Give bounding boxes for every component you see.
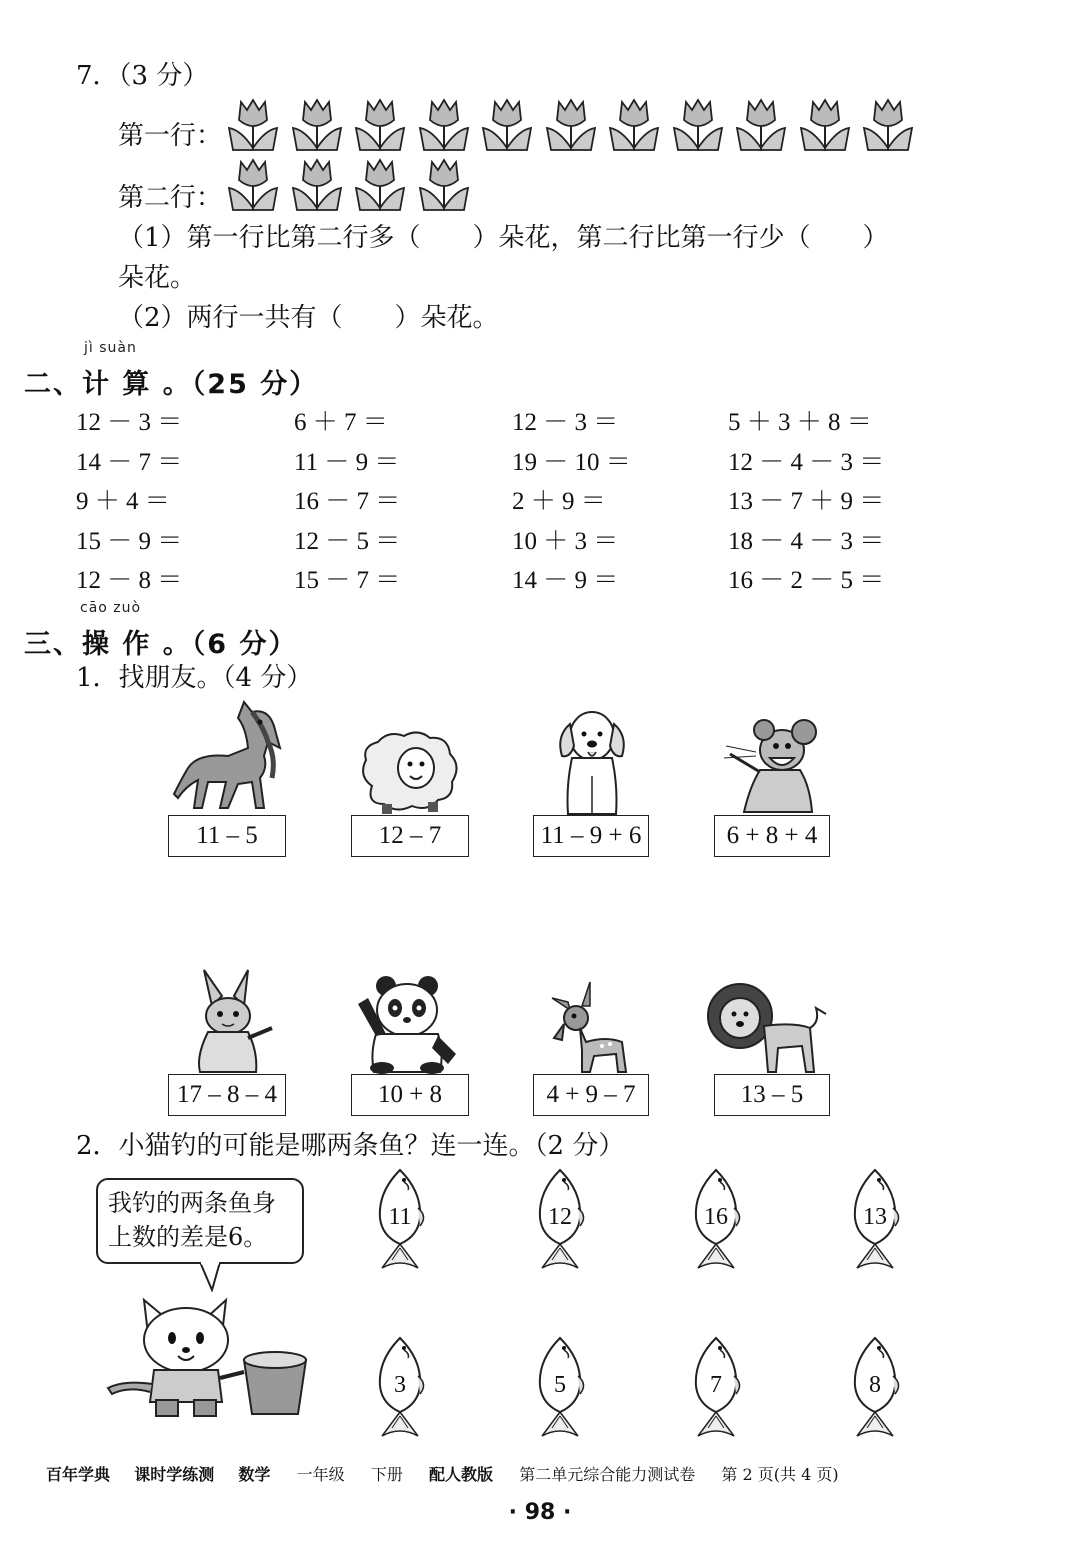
equation-item: 15 － 9 ＝ [76, 527, 183, 555]
expr-box-lion[interactable]: 13 – 5 [714, 1074, 830, 1116]
equation-item: 11 － 9 ＝ [294, 448, 400, 476]
speech-bubble [96, 1178, 304, 1264]
tulip-icon [354, 98, 406, 152]
tulip-icon [291, 98, 343, 152]
deer-icon [546, 980, 636, 1074]
q2-title: 2．小猫钓的可能是哪两条鱼？连一连。（2 分） [76, 1131, 625, 1161]
tulip-icon [481, 98, 533, 152]
equation-item: 12 － 3 ＝ [512, 409, 619, 436]
row2-label: 第二行： [118, 183, 223, 213]
fish-number: 3 [394, 1372, 406, 1398]
fish-item[interactable] [530, 1168, 590, 1272]
equation-item: 15 － 7 ＝ [294, 567, 401, 594]
tulip-icon [799, 98, 851, 152]
bubble-line-1: 我钓的两条鱼身 [108, 1189, 276, 1217]
tulip-icon [291, 158, 343, 212]
expr-box-sheep[interactable]: 12 – 7 [351, 815, 469, 857]
q7-part2: （2）两行一共有（ ）朵花。 [118, 303, 499, 333]
tulip-icon [227, 98, 279, 152]
equation-item: 6 ＋ 7 ＝ [294, 409, 388, 436]
fish-number: 5 [554, 1372, 566, 1398]
equation-item: 13 － 7 ＋ 9 ＝ [728, 488, 885, 515]
dog-icon [552, 706, 632, 816]
tulip-icon [862, 98, 914, 152]
rabbit-icon [186, 966, 276, 1074]
footer-series: 课时学练测 [134, 1465, 215, 1484]
fish-item[interactable] [686, 1336, 746, 1440]
equation-item: 9 ＋ 4 ＝ [76, 488, 170, 515]
equation-item: 12 － 5 ＝ [294, 527, 401, 555]
expr-box-dog[interactable]: 11 – 9 + 6 [533, 815, 649, 857]
question-7-title: 7．（3 分） [76, 61, 209, 91]
expr-box-rabbit[interactable]: 17 – 8 – 4 [168, 1074, 286, 1116]
footer-edition: 配人教版 [429, 1465, 494, 1484]
page-number: · 98 · [508, 1500, 572, 1525]
row1-label: 第一行： [118, 121, 223, 151]
expr-box-deer[interactable]: 4 + 9 – 7 [533, 1074, 649, 1116]
equation-item: 12 － 3 ＝ [76, 409, 183, 436]
panda-icon [352, 974, 462, 1074]
mouse-icon [720, 716, 830, 816]
fish-number: 8 [869, 1372, 881, 1398]
fish-item[interactable] [370, 1168, 430, 1272]
tulip-icon [672, 98, 724, 152]
footer-grade: 一年级 [296, 1465, 345, 1484]
tulip-icon [227, 158, 279, 212]
tulip-icon [608, 98, 660, 152]
fish-item[interactable] [845, 1336, 905, 1440]
sheep-icon [352, 726, 464, 816]
fish-item[interactable] [845, 1168, 905, 1272]
footer-brand: 百年学典 [46, 1465, 111, 1484]
tulip-icon [735, 98, 787, 152]
footer-page-info: 第 2 页(共 4 页) [721, 1465, 839, 1484]
fish-item[interactable] [370, 1336, 430, 1440]
equation-item: 16 － 7 ＝ [294, 488, 401, 515]
fish-number: 13 [863, 1204, 887, 1230]
q7-part1-line1: （1）第一行比第二行多（ ）朵花，第二行比第一行少（ ） [118, 223, 889, 253]
fish-number: 16 [704, 1204, 728, 1230]
fish-number: 7 [710, 1372, 722, 1398]
equation-item: 12 － 8 ＝ [76, 567, 183, 594]
equation-item: 10 ＋ 3 ＝ [512, 527, 619, 555]
equation-item: 18 － 4 － 3 ＝ [728, 527, 885, 555]
expr-box-mouse[interactable]: 6 + 8 + 4 [714, 815, 830, 857]
fish-item[interactable] [686, 1168, 746, 1272]
equation-item: 19 － 10 ＝ [512, 448, 631, 476]
section3-title: 三、操 作 。（6 分） [24, 629, 298, 660]
q7-part1-line2: 朵花。 [118, 263, 197, 293]
equation-item: 16 － 2 － 5 ＝ [728, 567, 885, 594]
bubble-tail [198, 1262, 228, 1292]
section2-pinyin: jì suàn [84, 340, 137, 356]
q1-title: 1．找朋友。（4 分） [76, 663, 313, 693]
footer-volume: 下册 [370, 1465, 403, 1484]
tulip-icon [418, 98, 470, 152]
fish-item[interactable] [530, 1336, 590, 1440]
footer-test: 第二单元综合能力测试卷 [519, 1465, 696, 1484]
footer-subject: 数学 [238, 1465, 271, 1484]
expr-box-horse[interactable]: 11 – 5 [168, 815, 286, 857]
equation-item: 14 － 7 ＝ [76, 448, 183, 476]
expr-box-panda[interactable]: 10 + 8 [351, 1074, 469, 1116]
lion-icon [704, 982, 830, 1074]
tulip-icon [545, 98, 597, 152]
horse-icon [168, 698, 288, 816]
equation-item: 14 － 9 ＝ [512, 567, 619, 594]
section2-title: 二、计 算 。（25 分） [24, 369, 319, 400]
tulip-icon [418, 158, 470, 212]
equation-item: 12 － 4 － 3 ＝ [728, 448, 885, 476]
section3-pinyin: cāo zuò [80, 600, 142, 616]
tulip-icon [354, 158, 406, 212]
equation-item: 2 ＋ 9 ＝ [512, 488, 606, 515]
footer [46, 1462, 839, 1485]
equation-item: 5 ＋ 3 ＋ 8 ＝ [728, 409, 872, 436]
bubble-line-2: 上数的差是6。 [108, 1223, 268, 1251]
cat-icon [104, 1294, 314, 1424]
fish-number: 12 [548, 1204, 572, 1230]
fish-number: 11 [388, 1204, 412, 1230]
